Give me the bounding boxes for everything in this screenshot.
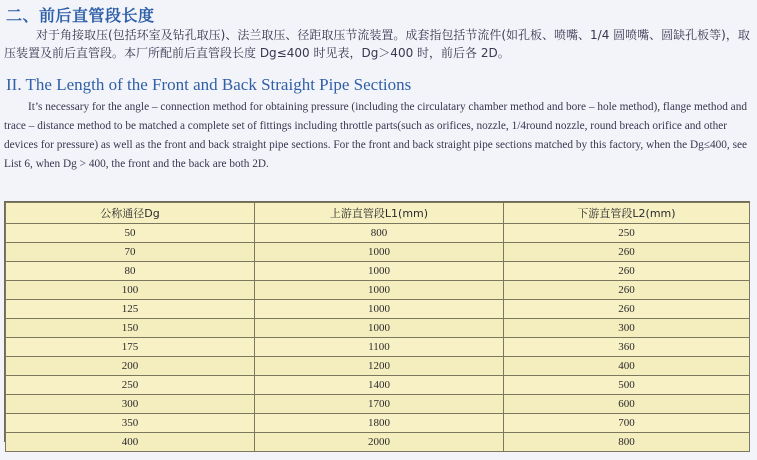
cell-dg: 300: [6, 395, 255, 414]
chinese-section-title: 二、前后直管段长度: [6, 6, 155, 25]
cell-l2: 500: [504, 376, 750, 395]
cell-l1: 1200: [255, 357, 504, 376]
cell-dg: 125: [6, 300, 255, 319]
cell-dg: 400: [6, 433, 255, 452]
table-row: [6, 376, 750, 395]
cell-dg: 350: [6, 414, 255, 433]
table-row: [6, 338, 750, 357]
header-upstream-length: 上游直管段L1(mm): [255, 203, 504, 224]
cell-dg: 250: [6, 376, 255, 395]
cell-dg: 70: [6, 243, 255, 262]
cell-dg: 200: [6, 357, 255, 376]
cell-l2: 260: [504, 300, 750, 319]
table-row: [6, 243, 750, 262]
cell-l2: 260: [504, 262, 750, 281]
table-row: [6, 433, 750, 452]
cell-l1: 1700: [255, 395, 504, 414]
table-row: [6, 281, 750, 300]
cell-l2: 260: [504, 243, 750, 262]
cell-l2: 260: [504, 281, 750, 300]
cell-l1: 1100: [255, 338, 504, 357]
cell-dg: 150: [6, 319, 255, 338]
table-header-row: [6, 203, 750, 224]
cell-dg: 80: [6, 262, 255, 281]
pipe-length-table: [4, 201, 750, 448]
table-row: [6, 262, 750, 281]
table-row: [6, 357, 750, 376]
table-row: [6, 319, 750, 338]
header-nominal-diameter: 公称通径Dg: [6, 203, 255, 224]
table-row: [6, 224, 750, 243]
cell-l1: 2000: [255, 433, 504, 452]
chinese-paragraph: 对于角接取压(包括环室及钻孔取压)、法兰取压、径距取压节流装置。成套指包括节流件(如孔板、喷嘴、1/4 圆喷嘴、圆缺孔板等)，取压装置及前后直管段。本厂所配前后直管段长度 Dg≤400 时见表，Dg＞400 时，前后各 2D。: [4, 28, 750, 60]
english-paragraph: It’s necessary for the angle – connection method for obtaining pressure (including the circulatary chamber method and bore – hole method), flange method and trace – distance method to be matched a complete set of fittings including throttle parts(such as orifices, nozzle, 1/4round nozzle, round breach orifice and other devices for pressure) as well as the front and back straight pipe sections. For the front and back straight pipe sections matched by this factory, when the Dg≤400, see List 6, when Dg > 400, the front and the back are both 2D.: [4, 101, 748, 170]
cell-l2: 300: [504, 319, 750, 338]
cell-l1: 800: [255, 224, 504, 243]
table-row: [6, 300, 750, 319]
cell-l2: 250: [504, 224, 750, 243]
cell-l1: 1000: [255, 262, 504, 281]
cell-l1: 1000: [255, 300, 504, 319]
header-downstream-length: 下游直管段L2(mm): [504, 203, 750, 224]
cell-l1: 1000: [255, 243, 504, 262]
cell-l2: 600: [504, 395, 750, 414]
cell-l1: 1400: [255, 376, 504, 395]
cell-dg: 50: [6, 224, 255, 243]
english-section-title: II. The Length of the Front and Back Straight Pipe Sections: [6, 75, 412, 94]
cell-dg: 100: [6, 281, 255, 300]
cell-l1: 1000: [255, 281, 504, 300]
cell-l2: 400: [504, 357, 750, 376]
cell-l2: 700: [504, 414, 750, 433]
table-row: [6, 395, 750, 414]
cell-l2: 800: [504, 433, 750, 452]
cell-l1: 1800: [255, 414, 504, 433]
cell-l2: 360: [504, 338, 750, 357]
table-row: [6, 414, 750, 433]
cell-l1: 1000: [255, 319, 504, 338]
cell-dg: 175: [6, 338, 255, 357]
